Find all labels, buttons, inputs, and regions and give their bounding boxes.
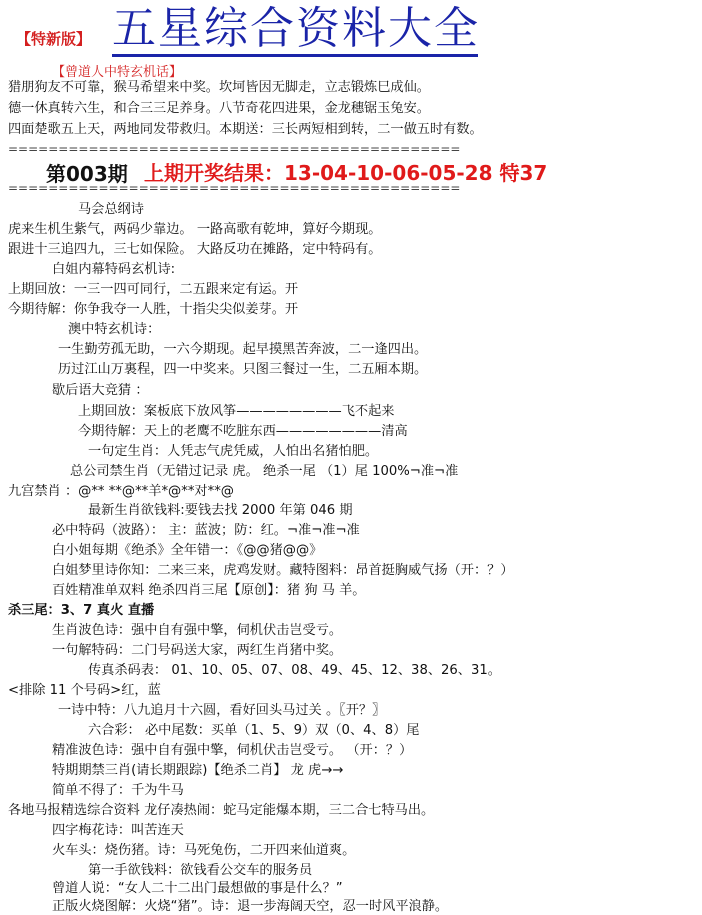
body-line: 九宫禁肖 ：@** **@**羊*@**对**@ — [8, 484, 234, 499]
body-line: 总公司禁生肖（无错过记录 虎。 绝杀一尾 （1）尾 100%¬准¬准 — [70, 464, 459, 479]
body-line: 四字梅花诗：叫苦连天 — [52, 823, 184, 838]
body-line: 六合彩： 必中尾数：买单（1、5、9）双（0、4、8）尾 — [88, 723, 420, 738]
last-result: 上期开奖结果：13-04-10-06-05-28 特37 — [144, 161, 548, 185]
intro-line: 德一休真转六生，和合三三足养身。八节奇花四进果，金龙穗锯玉兔安。 — [8, 101, 430, 116]
intro-line: 猎朋狗友不可靠，猴马希望来中奖。坎坷皆因无脚走，立志锻炼巳成仙。 — [8, 80, 430, 95]
body-line: 特期期禁三肖(请长期跟踪)【绝杀二肖】 龙 虎→→ — [52, 763, 344, 778]
body-line: 精准波色诗：强中自有强中擎，伺机伏击岂受亏。 （开：？） — [52, 743, 413, 758]
body-line: <排除 11 个号码>红，蓝 — [8, 683, 161, 698]
body-line: 今期待解：你争我夺一人胜，十指尖尖似姜芽。开 — [8, 302, 299, 317]
subtitle: 【曾道人中特玄机话】 — [52, 65, 183, 80]
body-line: 一诗中特：八九追月十六圆，看好回头马过关 。〖开？〗 — [58, 703, 386, 718]
body-line: 歇后语大竞猜 ： — [52, 383, 149, 398]
body-line: 白姐内幕特码玄机诗: — [52, 262, 176, 277]
intro-line: 四面楚歌五上天，两地同发带救归。本期送：三长两短相到转，二一做五时有数。 — [8, 122, 483, 137]
page-title: 五星综合资料大全 — [112, 3, 480, 54]
body-line: 上期回放：一三一四可同行，二五跟来定有运。开 — [8, 282, 299, 297]
body-line: 上期回放：案板底下放风筝————————飞不起来 — [78, 404, 395, 419]
body-line: 必中特码（波路）： 主：蓝波；防：红。¬准¬准¬准 — [52, 523, 360, 538]
body-line: 曾道人说：“女人二十二出门最想做的事是什么？” — [52, 881, 343, 896]
body-line: 生肖波色诗：强中自有强中擎，伺机伏击岂受亏。 — [52, 623, 343, 638]
body-line: 火车头：烧伤猪。诗：马死兔伤，二开四来仙道爽。 — [52, 843, 356, 858]
body-line: 白姐梦里诗你知：二来三来，虎鸡发财。藏特图料：昂首挺胸威气扬（开：？） — [52, 563, 514, 578]
body-line: 各地马报精选综合资料 龙仔凑热闹：蛇马定能爆本期，三二合七特马出。 — [8, 803, 435, 818]
body-line: 传真杀码表： 01、10、05、07、08、49、45、12、38、26、31。 — [88, 663, 501, 678]
body-line: 正版火烧图解：火烧“猪”。诗：退一步海阔天空，忍一时风平浪静。 — [52, 899, 449, 914]
divider-rule: ============================================= — [8, 142, 461, 156]
body-line: 虎来生机生紫气，两码少靠边。 一路高歌有乾坤，算好今期现。 — [8, 222, 382, 237]
body-line: 一句解特码：二门号码送大家，两红生肖猪中奖。 — [52, 643, 343, 658]
body-line: 百姓精准单双料 绝杀四肖三尾【原创】：猪 狗 马 羊。 — [52, 583, 366, 598]
body-line: 一生勤劳孤无助，一六今期现。起早摸黑苦奔波，二一逢四出。 — [58, 342, 428, 357]
body-line: 杀三尾：3、7 真火 直播 — [8, 603, 155, 618]
period-label: 第003期 — [46, 162, 128, 186]
body-line: 今期待解：天上的老鹰不吃脏东西————————清高 — [78, 424, 408, 439]
body-line: 马会总纲诗 — [78, 202, 144, 217]
body-line: 白小姐每期《绝杀》全年错一：《@@猪@@》 — [52, 543, 323, 558]
edition-label: 【特新版】 — [16, 30, 92, 48]
body-line: 一句定生肖：人凭志气虎凭威，人怕出名猪怕肥。 — [88, 444, 379, 459]
body-line: 第一手欲钱料：欲钱看公交车的服务员 — [88, 863, 313, 878]
body-line: 跟进十三追四九，三七如保险。 大路反功在摊路，定中特码有。 — [8, 242, 382, 257]
title-underline — [112, 54, 478, 57]
body-line: 简单不得了：千为牛马 — [52, 783, 184, 798]
body-line: 澳中特玄机诗： — [68, 322, 161, 337]
body-line: 最新生肖欲钱料:要钱去找 2000 年第 046 期 — [88, 503, 353, 518]
body-line: 历过江山万裏程，四一中奖来。只图三餐过一生，二五厢本期。 — [58, 362, 428, 377]
divider-rule: ============================================= — [8, 181, 461, 195]
